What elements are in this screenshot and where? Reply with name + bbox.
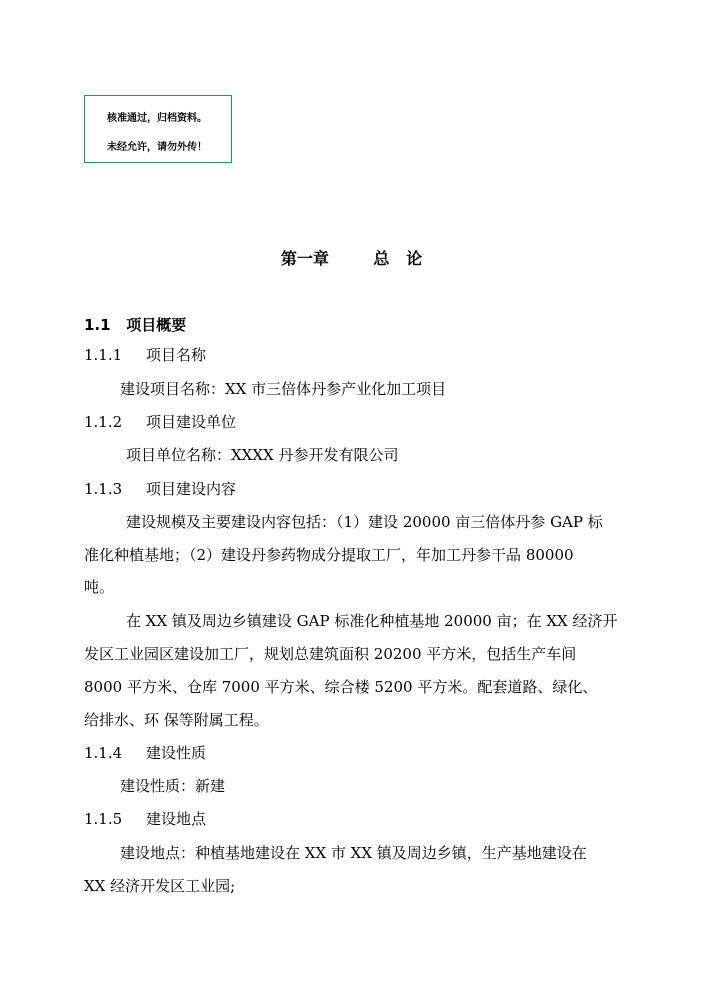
location-line: 建设地点：种植基地建设在 XX 市 XX 镇及周边乡镇，生产基地建设在 [120, 844, 587, 862]
notice-line-1: 核准通过，归档资料。 [107, 113, 207, 124]
subsection-title: 项目建设内容 [146, 480, 237, 498]
subsection-number: 1.1.5 [84, 810, 123, 828]
project-name-line: 建设项目名称：XX 市三倍体丹参产业化加工项目 [120, 380, 447, 398]
content-p1-line: 建设规模及主要建设内容包括：（1）建设 20000 亩三倍体丹参 GAP 标 [126, 513, 603, 531]
subsection-number: 1.1.1 [84, 346, 123, 364]
subsection-heading [84, 744, 206, 762]
subsection-number: 1.1.2 [84, 413, 123, 431]
subsection-heading [84, 346, 206, 364]
notice-box [84, 95, 232, 163]
subsection-title: 建设性质 [146, 744, 207, 762]
subsection-heading [84, 480, 236, 498]
subsection-number: 1.1.4 [84, 744, 123, 762]
location-line: XX 经济开发区工业园; [84, 877, 236, 895]
notice-line-2: 未经允许，请勿外传！ [107, 142, 207, 153]
section-heading [84, 314, 186, 335]
subsection-title: 项目建设单位 [146, 413, 237, 431]
section-title: 项目概要 [126, 316, 187, 334]
content-p2-line: 给排水、环 保等附属工程。 [84, 711, 269, 729]
content-p2-line: 发区工业园区建设加工厂，规划总建筑面积 20200 平方米，包括生产车间 [84, 645, 577, 663]
content-p1-line: 吨。 [84, 578, 115, 596]
subsection-heading [84, 413, 236, 431]
chapter-title: 第一章 总 论 [280, 249, 423, 268]
section-number: 1.1 [84, 316, 111, 334]
nature-line: 建设性质：新建 [120, 777, 226, 795]
unit-name-line: 项目单位名称：XXXX 丹参开发有限公司 [126, 446, 399, 464]
subsection-number: 1.1.3 [84, 480, 123, 498]
content-p2-line: 8000 平方米、仓库 7000 平方米、综合楼 5200 平方米。配套道路、绿化、 [84, 678, 598, 696]
content-p1-line: 准化种植基地；（2）建设丹参药物成分提取工厂，年加工丹参干品 80000 [84, 546, 574, 564]
subsection-heading [84, 810, 206, 828]
subsection-title: 项目名称 [146, 346, 207, 364]
subsection-title: 建设地点 [146, 810, 207, 828]
content-p2-line: 在 XX 镇及周边乡镇建设 GAP 标准化种植基地 20000 亩；在 XX 经济开 [126, 612, 618, 630]
